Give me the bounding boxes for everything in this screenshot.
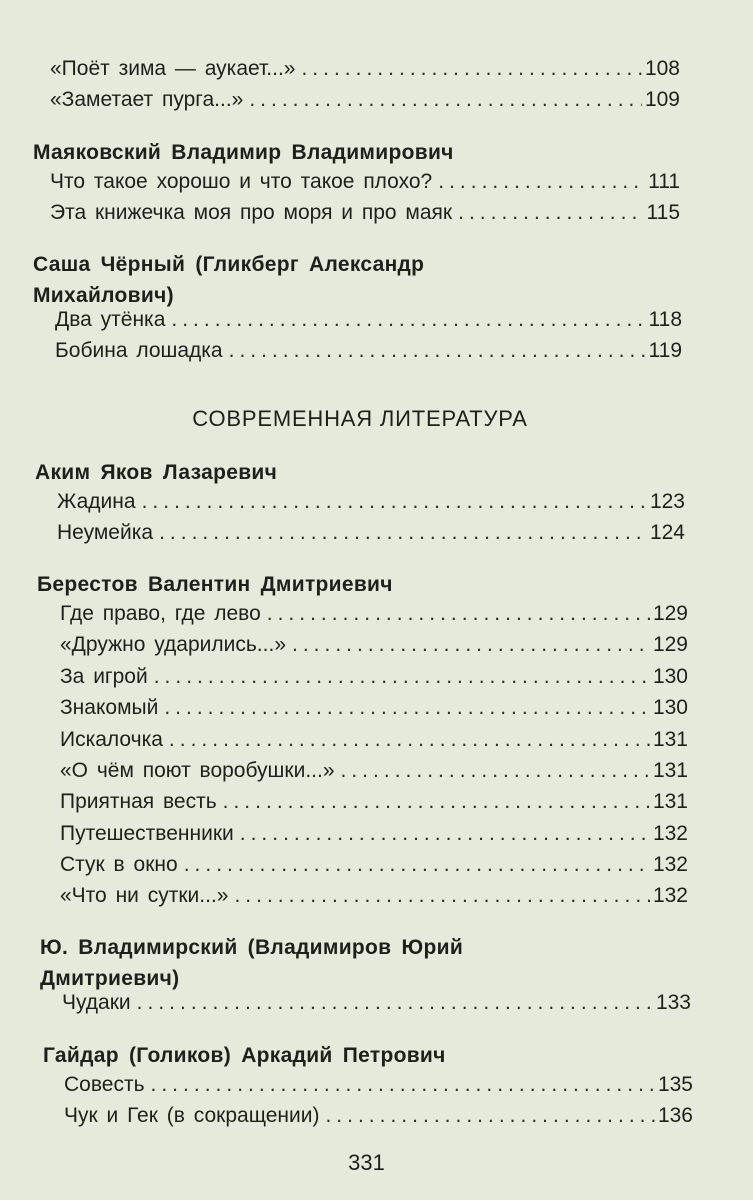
- entry-title: Чук и Гек (в сокращении): [64, 1104, 320, 1127]
- dot-leader: [159, 518, 647, 548]
- entry-title: Где право, где лево: [60, 602, 261, 625]
- entry-page: 130: [652, 696, 688, 719]
- entry-title: Приятная весть: [60, 790, 217, 813]
- entry-page: 129: [652, 602, 688, 625]
- entry-page: 123: [649, 490, 685, 513]
- entry-title: Совесть: [64, 1073, 145, 1096]
- entry-title: Стук в окно: [60, 853, 178, 876]
- toc-entry[interactable]: [57, 487, 685, 517]
- entry-title: Эта книжечка моя про моря и про маяк: [50, 201, 453, 224]
- dot-leader: [142, 487, 647, 517]
- section-heading: СОВРЕМЕННАЯ ЛИТЕРАТУРА: [192, 406, 528, 431]
- entry-title: Путешественники: [60, 822, 234, 845]
- entry-title: Жадина: [57, 490, 136, 513]
- entry-page: 132: [652, 884, 688, 907]
- entry-title: Два утёнка: [55, 308, 166, 331]
- toc-entry[interactable]: [50, 167, 680, 197]
- toc-entry[interactable]: [60, 787, 688, 817]
- dot-leader: [234, 881, 650, 911]
- dot-leader: [229, 336, 646, 366]
- entry-page: 132: [652, 822, 688, 845]
- dot-leader: [458, 198, 643, 228]
- toc-entry[interactable]: [50, 85, 680, 115]
- dot-leader: [171, 305, 645, 335]
- entry-page: 118: [648, 308, 682, 331]
- entry-title: Искалочка: [60, 728, 163, 751]
- dot-leader: [267, 599, 650, 629]
- author-heading: Берестов Валентин Дмитриевич: [37, 573, 393, 596]
- toc-entry[interactable]: [60, 599, 688, 629]
- toc-entry[interactable]: [60, 693, 688, 723]
- toc-entry[interactable]: [55, 336, 682, 366]
- entry-title: Знакомый: [60, 696, 159, 719]
- entry-title: Чудаки: [62, 991, 131, 1014]
- dot-leader: [292, 630, 650, 660]
- dot-leader: [184, 850, 650, 880]
- toc-entry[interactable]: [50, 54, 680, 84]
- entry-page: 133: [655, 991, 691, 1014]
- entry-page: 136: [657, 1104, 693, 1127]
- author-heading: Маяковский Владимир Владимирович: [33, 141, 454, 164]
- author-heading: Аким Яков Лазаревич: [35, 461, 278, 484]
- toc-entry[interactable]: [60, 819, 688, 849]
- toc-entry[interactable]: [60, 630, 688, 660]
- dot-leader: [137, 988, 653, 1018]
- entry-page: 119: [648, 339, 682, 362]
- entry-title: За игрой: [60, 665, 148, 688]
- dot-leader: [301, 54, 641, 84]
- dot-leader: [341, 756, 650, 786]
- dot-leader: [169, 725, 650, 755]
- toc-entry[interactable]: [60, 756, 688, 786]
- toc-entry[interactable]: [60, 850, 688, 880]
- toc-entry[interactable]: [64, 1101, 693, 1131]
- entry-page: 130: [652, 665, 688, 688]
- entry-title: Что такое хорошо и что такое плохо?: [50, 170, 433, 193]
- author-heading: Саша Чёрный (Гликберг Александр Михайлович): [33, 253, 425, 307]
- dot-leader: [164, 693, 650, 723]
- toc-entry[interactable]: [60, 725, 688, 755]
- toc-entry[interactable]: [55, 305, 682, 335]
- toc-entry[interactable]: [60, 662, 688, 692]
- dot-leader: [154, 662, 650, 692]
- entry-page: 111: [648, 170, 680, 193]
- entry-page: 135: [657, 1073, 693, 1096]
- dot-leader: [151, 1070, 655, 1100]
- dot-leader: [438, 167, 645, 197]
- entry-page: 109: [644, 88, 680, 111]
- page-number: 331: [348, 1150, 385, 1175]
- author-heading: Ю. Владимирский (Владимиров Юрий Дмитриевич): [40, 936, 464, 990]
- entry-page: 115: [646, 201, 680, 224]
- entry-title: «Что ни сутки...»: [60, 884, 229, 907]
- toc-entry[interactable]: [64, 1070, 693, 1100]
- entry-page: 129: [652, 633, 688, 656]
- toc-entry[interactable]: [60, 881, 688, 911]
- entry-page: 131: [652, 759, 688, 782]
- dot-leader: [223, 787, 650, 817]
- dot-leader: [249, 85, 642, 115]
- entry-page: 132: [652, 853, 688, 876]
- entry-title: Бобина лошадка: [55, 339, 223, 362]
- entry-title: «Дружно ударились...»: [60, 633, 286, 656]
- entry-title: «О чём поют воробушки...»: [60, 759, 335, 782]
- dot-leader: [325, 1101, 654, 1131]
- entry-title: «Заметает пурга...»: [50, 88, 244, 111]
- dot-leader: [240, 819, 650, 849]
- entry-page: 108: [644, 57, 680, 80]
- entry-page: 124: [649, 521, 685, 544]
- toc-entry[interactable]: [50, 198, 680, 228]
- toc-entry[interactable]: [62, 988, 691, 1018]
- entry-title: «Поёт зима — аукает...»: [50, 57, 296, 80]
- entry-title: Неумейка: [57, 521, 154, 544]
- entry-page: 131: [652, 728, 688, 751]
- toc-entry[interactable]: [57, 518, 685, 548]
- author-heading: Гайдар (Голиков) Аркадий Петрович: [43, 1044, 446, 1067]
- entry-page: 131: [652, 790, 688, 813]
